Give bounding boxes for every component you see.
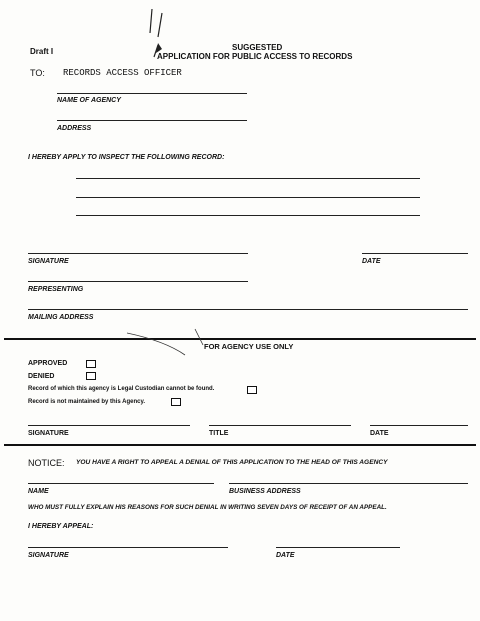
business-address-label: BUSINESS ADDRESS — [229, 488, 301, 495]
apply-statement: I HEREBY APPLY TO INSPECT THE FOLLOWING RECORD: — [28, 154, 225, 161]
appeal-date-line[interactable] — [276, 547, 400, 548]
agency-title-line[interactable] — [209, 425, 351, 426]
notice-label: NOTICE: — [28, 458, 65, 468]
notice-text: YOU HAVE A RIGHT TO APPEAL A DENIAL OF THIS APPLICATION TO THE HEAD OF THIS AGENCY — [76, 459, 388, 466]
pen-stroke-mark — [125, 325, 205, 360]
explain-text: WHO MUST FULLY EXPLAIN HIS REASONS FOR SUCH DENIAL IN WRITING SEVEN DAYS OF RECEIPT OF AN APPEAL. — [28, 504, 387, 511]
mailing-address-label: MAILING ADDRESS — [28, 314, 94, 321]
agency-signature-line[interactable] — [28, 425, 190, 426]
agency-address-label: ADDRESS — [57, 125, 92, 132]
notice-divider — [4, 444, 476, 446]
appeal-signature-label: SIGNATURE — [28, 552, 69, 559]
form-title: APPLICATION FOR PUBLIC ACCESS TO RECORDS — [157, 52, 353, 61]
appeal-statement: I HEREBY APPEAL: — [28, 523, 94, 530]
appeal-signature-line[interactable] — [28, 547, 228, 548]
approved-label: APPROVED — [28, 360, 68, 367]
not-maintained-checkbox[interactable] — [171, 398, 181, 406]
custodian-checkbox[interactable] — [247, 386, 257, 394]
agency-date-label: DATE — [370, 430, 389, 437]
denied-checkbox[interactable] — [86, 372, 96, 380]
agency-title-label: TITLE — [209, 430, 229, 437]
approved-checkbox[interactable] — [86, 360, 96, 368]
appeal-name-line[interactable] — [28, 483, 214, 484]
to-label: TO: — [30, 68, 45, 78]
applicant-signature-line[interactable] — [28, 253, 248, 254]
applicant-date-label: DATE — [362, 258, 381, 265]
agency-name-line[interactable] — [57, 93, 247, 94]
agency-address-line[interactable] — [57, 120, 247, 121]
not-maintained-note: Record is not maintained by this Agency. — [28, 399, 146, 405]
recipient-name: RECORDS ACCESS OFFICER — [63, 68, 182, 78]
agency-name-label: NAME OF AGENCY — [57, 97, 121, 104]
suggested-label: SUGGESTED — [232, 43, 283, 52]
denied-label: DENIED — [28, 373, 55, 380]
appeal-name-label: NAME — [28, 488, 49, 495]
agency-date-line[interactable] — [370, 425, 468, 426]
applicant-signature-label: SIGNATURE — [28, 258, 69, 265]
representing-line[interactable] — [28, 281, 248, 282]
agency-signature-label: SIGNATURE — [28, 430, 69, 437]
business-address-line[interactable] — [229, 483, 468, 484]
record-line-3[interactable] — [76, 215, 420, 216]
record-line-1[interactable] — [76, 178, 420, 179]
mailing-address-line[interactable] — [28, 309, 468, 310]
appeal-date-label: DATE — [276, 552, 295, 559]
applicant-date-line[interactable] — [362, 253, 468, 254]
record-line-2[interactable] — [76, 197, 420, 198]
draft-label: Draft I — [30, 47, 54, 56]
representing-label: REPRESENTING — [28, 286, 84, 293]
agency-divider — [4, 338, 476, 340]
agency-use-heading: FOR AGENCY USE ONLY — [204, 342, 294, 351]
custodian-note: Record of which this agency is Legal Custodian cannot be found. — [28, 386, 215, 392]
